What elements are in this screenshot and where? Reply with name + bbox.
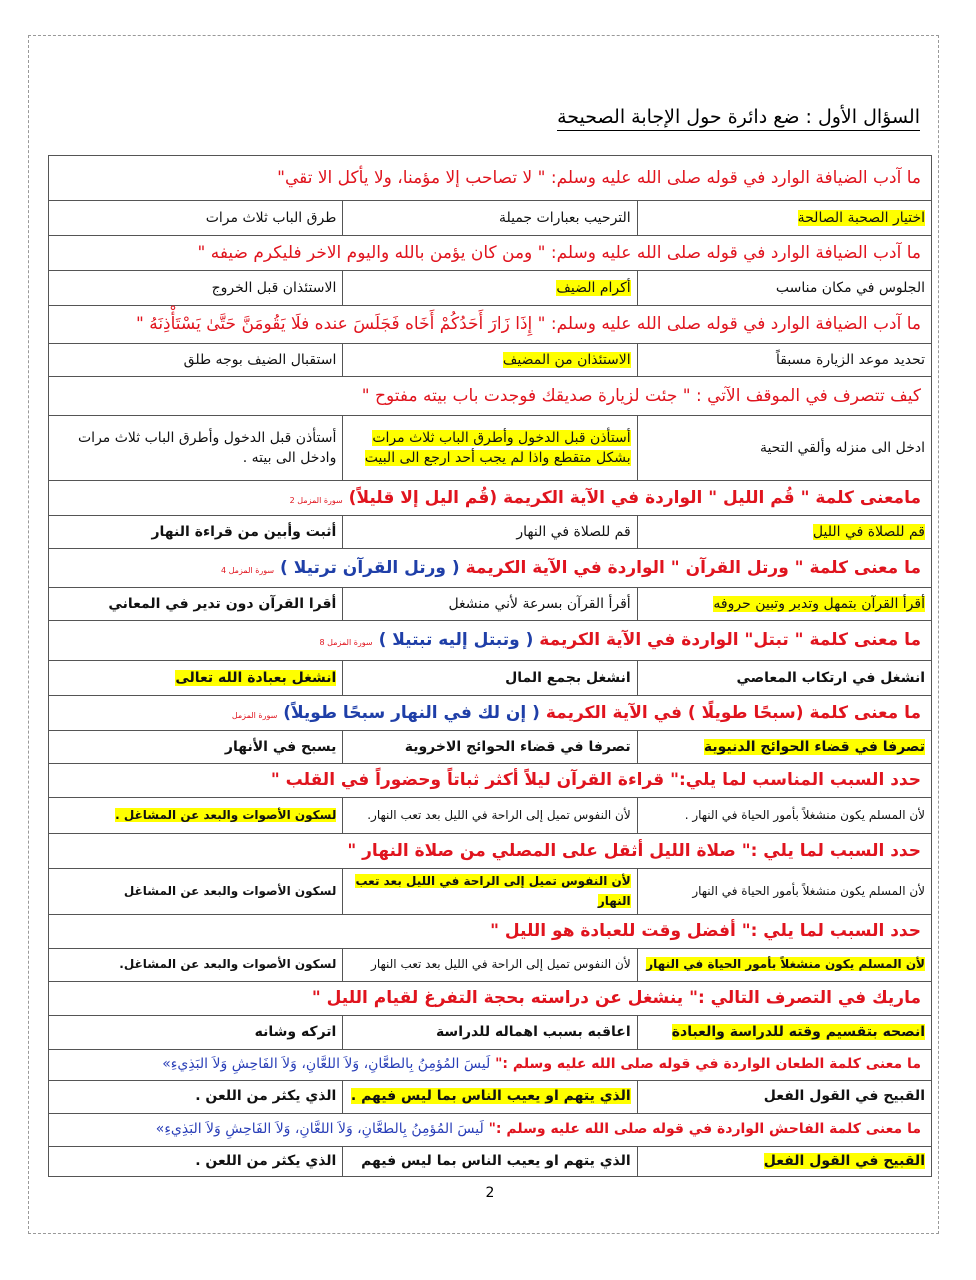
question-row: [49, 306, 932, 344]
question-row: [49, 481, 932, 516]
answer-option[interactable]: [343, 731, 637, 764]
question-text: [49, 914, 932, 948]
answer-text: لأن النفوس تميل إلى الراحة في الليل بعد تعب النهار: [371, 957, 631, 972]
answer-text: تحديد موعد الزيارة مسبقاً: [775, 351, 925, 368]
answer-option[interactable]: [49, 588, 343, 621]
answer-option[interactable]: [637, 948, 931, 981]
question-prompt: ما معنى كلمة الفاحش الواردة في قوله صلى الله عليه وسلم :": [488, 1121, 921, 1138]
question-prompt: حدد السبب المناسب لما يلي:" قراءة القرآن ليلاً أكثر ثباتاً وحضوراً في القلب ": [270, 770, 921, 791]
question-text: [49, 981, 932, 1015]
quoted-text: لَيسَ المُؤمِنُ بِالطعَّانِ، وَلاَ اللعَّانِ، وَلاَ الفَاحِشِ وَلاَ البَذِيءِ»: [162, 1056, 491, 1073]
question-row: [49, 834, 932, 869]
question-text: [49, 377, 932, 416]
question-row: [49, 236, 932, 271]
question-row: [49, 549, 932, 588]
question-row: [49, 156, 932, 201]
answer-text: أثبت وأبين من قراءة النهار: [151, 523, 337, 540]
answer-text: الذي يكثر من اللعن .: [195, 1152, 337, 1169]
answer-text: قم للصلاة في النهار: [516, 523, 631, 540]
answer-option[interactable]: [343, 661, 637, 696]
answer-option[interactable]: [49, 731, 343, 764]
answer-option[interactable]: [343, 201, 637, 236]
page-title: السؤال الأول : ضع دائرة حول الإجابة الصحيحة: [557, 106, 920, 131]
question-text: [49, 696, 932, 731]
correct-answer-text: أقرأ القرآن بتمهل وتدبر وتبين حروفه: [713, 595, 925, 612]
answer-text: أستأذن قبل الدخول وأطرق الباب ثلاث مرات وادخل الى بيته .: [78, 429, 337, 466]
answer-option[interactable]: [637, 588, 931, 621]
question-text: [49, 549, 932, 588]
answer-option[interactable]: [49, 1080, 343, 1113]
answer-text: انشغل في ارتكاب المعاصي: [736, 669, 925, 686]
quoted-text: لَيسَ المُؤمِنُ بِالطعَّانِ، وَلاَ اللعَّانِ، وَلاَ الفَاحِشِ وَلاَ البَذِيءِ»: [155, 1121, 484, 1138]
answer-text: القبيح في القول الفعل: [763, 1088, 925, 1105]
correct-answer-text: القبيح في القول الفعل: [763, 1152, 925, 1169]
correct-answer-text: اختيار الصحبة الصالحة: [797, 209, 925, 226]
correct-answer-text: انشغل بعبادة الله تعالى: [175, 669, 337, 686]
answer-option[interactable]: [637, 201, 931, 236]
answer-option[interactable]: [49, 201, 343, 236]
answer-text: يسبح في الأنهار: [224, 738, 337, 755]
answer-option[interactable]: [49, 869, 343, 915]
correct-answer-text: أكرام الضيف: [556, 279, 631, 296]
answer-row: [49, 344, 932, 377]
correct-answer-text: الذي يتهم او يعيب الناس بما ليس فيهم .: [350, 1088, 631, 1105]
question-row: [49, 621, 932, 661]
quiz-table: [48, 155, 932, 1177]
answer-option[interactable]: [343, 588, 637, 621]
answer-option[interactable]: [343, 271, 637, 306]
answer-option[interactable]: [49, 948, 343, 981]
question-row: [49, 377, 932, 416]
page-number: 2: [485, 1184, 495, 1201]
question-prompt: ما معنى كلمة (سبحًا طويلًا ) في الآية الكريمة: [545, 702, 921, 723]
answer-text: لأن المسلم يكون منشغلاً بأمور الحياة في النهار .: [684, 808, 925, 823]
question-text: [49, 1113, 932, 1146]
answer-option[interactable]: [343, 1080, 637, 1113]
correct-answer-text: لأن المسلم يكون منشغلاً بأمور الحياة في النهار: [646, 957, 925, 972]
question-row: [49, 696, 932, 731]
answer-row: [49, 798, 932, 834]
answer-text: لسكون الأصوات والبعد عن المشاغل: [123, 884, 337, 899]
question-row: [49, 764, 932, 798]
answer-option[interactable]: [49, 516, 343, 549]
answer-option[interactable]: [343, 416, 637, 481]
answer-option[interactable]: [637, 869, 931, 915]
surah-reference: سورة المزمل 4: [220, 565, 275, 575]
answer-option[interactable]: [637, 661, 931, 696]
answer-text: الجلوس في مكان مناسب: [775, 279, 925, 296]
surah-reference: سورة المزمل: [231, 710, 278, 720]
answer-option[interactable]: [343, 798, 637, 834]
answer-option[interactable]: [637, 731, 931, 764]
answer-text: أقرا القرآن دون تدير في المعاني: [108, 595, 337, 612]
answer-option[interactable]: [49, 1015, 343, 1049]
answer-option[interactable]: [637, 1080, 931, 1113]
question-text: [49, 621, 932, 661]
answer-option[interactable]: [637, 516, 931, 549]
correct-answer-text: انصحه بتقسيم وقته للدراسة والعبادة: [671, 1023, 925, 1040]
question-row: [49, 1049, 932, 1080]
answer-row: [49, 948, 932, 981]
question-text: [49, 1049, 932, 1080]
question-row: [49, 914, 932, 948]
answer-option[interactable]: [637, 271, 931, 306]
surah-reference: سورة المزمل 2: [289, 495, 343, 505]
answer-option[interactable]: [637, 344, 931, 377]
correct-answer-text: الاستئذان من المضيف: [502, 351, 631, 368]
answer-row: [49, 869, 932, 915]
question-prompt: ماريك في التصرف التالي :" ينشغل عن دراسته بحجة التفرغ لقيام الليل ": [311, 987, 921, 1008]
answer-row: [49, 1146, 932, 1176]
answer-row: [49, 731, 932, 764]
answer-text: الترحيب بعبارات جميلة: [498, 209, 631, 226]
quoted-text: ( ورتل القرآن ترتيلا ): [280, 557, 460, 578]
answer-row: [49, 661, 932, 696]
question-prompt: ما معنى كلمة " ورتل القرآن " الواردة في الآية الكريمة: [465, 557, 921, 578]
question-prompt: مامعنى كلمة " قُم الليل " الواردة في الآية الكريمة (قُم اليل إلا قليلاً): [348, 487, 921, 508]
answer-option[interactable]: [637, 798, 931, 834]
answer-text: استقبال الضيف بوجه طلق: [183, 351, 337, 368]
question-text: [49, 236, 932, 271]
question-prompt: ما معنى كلمة " تبتل" الواردة في الآية الكريمة: [539, 630, 921, 651]
answer-text: الذي يتهم او يعيب الناس بما ليس فيهم: [361, 1152, 631, 1169]
answer-option[interactable]: [637, 416, 931, 481]
answer-text: طرق الباب ثلاث مرات: [205, 209, 337, 226]
answer-option[interactable]: [637, 1015, 931, 1049]
question-prompt: حدد السبب لما يلي :" صلاة الليل أثقل على المصلي من صلاة النهار ": [347, 840, 921, 861]
answer-text: لأن المسلم يكون منشغلاً بأمور الحياة في النهار: [692, 884, 925, 899]
answer-text: الذي يكثر من اللعن .: [195, 1088, 337, 1105]
answer-option[interactable]: [49, 1146, 343, 1176]
answer-option[interactable]: [343, 869, 637, 915]
answer-row: [49, 201, 932, 236]
surah-reference: سورة المزمل 8: [319, 638, 373, 648]
answer-option[interactable]: [343, 948, 637, 981]
quoted-text: ( إن لك في النهار سبحًا طويلاً): [283, 702, 540, 723]
answer-text: اعاقبه بسبب اهماله للدراسة: [435, 1023, 631, 1040]
answer-text: لسكون الأصوات والبعد عن المشاغل.: [119, 957, 337, 972]
answer-text: ادخل الى منزله وألقي التحية: [759, 439, 925, 456]
question-prompt: ما معنى كلمة الطعان الواردة في قوله صلى الله عليه وسلم :": [495, 1056, 921, 1073]
question-prompt: كيف تتصرف في الموقف الآتي : " جئت لزيارة صديقك فوجدت باب بيته مفتوح ": [361, 385, 921, 406]
question-prompt: ما آدب الضيافة الوارد في قوله صلى الله عليه وسلم: " ومن كان يؤمن بالله واليوم الاخر فليكرم ضيفه ": [197, 242, 921, 263]
answer-option[interactable]: [49, 416, 343, 481]
answer-row: [49, 1015, 932, 1049]
question-text: [49, 156, 932, 201]
answer-row: [49, 588, 932, 621]
question-prompt: حدد السبب لما يلي :" أفضل وقت للعبادة هو الليل ": [490, 920, 921, 941]
answer-option[interactable]: [637, 1146, 931, 1176]
question-text: [49, 306, 932, 344]
correct-answer-text: لأن النفوس تميل إلى الراحة في الليل بعد تعب النهار: [355, 874, 631, 909]
answer-text: تصرفا في قضاء الحوائج الاخروية: [404, 738, 631, 755]
answer-option[interactable]: [343, 1146, 637, 1176]
answer-text: الاستئذان قبل الخروج: [211, 279, 337, 296]
answer-row: [49, 271, 932, 306]
correct-answer-text: تصرفا في قضاء الحوائج الدنيوية: [703, 738, 925, 755]
answer-text: انشغل بجمع المال: [505, 669, 631, 686]
question-text: [49, 834, 932, 869]
answer-text: اتركه وشانه: [254, 1023, 337, 1040]
answer-option[interactable]: [343, 344, 637, 377]
quoted-text: ( وتبتل إليه تبتيلا ): [378, 630, 534, 651]
question-prompt: ما آدب الضيافة الوارد في قوله صلى الله عليه وسلم: " إِذَا زَارَ أَحَدُكُمْ أَخَاه فَجَلَسَ عنده فلَا يَقُومَنَّ حَتَّىٰ يَسْتَأْذِنَهُ ": [135, 314, 921, 335]
question-text: [49, 764, 932, 798]
answer-option[interactable]: [343, 1015, 637, 1049]
page-content: [48, 155, 932, 1201]
answer-text: لأن النفوس تميل إلى الراحة في الليل بعد تعب النهار.: [367, 808, 631, 823]
answer-option[interactable]: [49, 661, 343, 696]
correct-answer-text: لسكون الأصوات والبعد عن المشاغل .: [115, 808, 337, 823]
answer-option[interactable]: [49, 271, 343, 306]
answer-row: [49, 416, 932, 481]
question-prompt: ما آدب الضيافة الوارد في قوله صلى الله عليه وسلم: " لا تصاحب إلا مؤمنا، ولا يأكل الا تقي": [277, 167, 921, 188]
answer-option[interactable]: [49, 798, 343, 834]
question-text: [49, 481, 932, 516]
answer-option[interactable]: [49, 344, 343, 377]
answer-row: [49, 516, 932, 549]
answer-row: [49, 1080, 932, 1113]
answer-option[interactable]: [343, 516, 637, 549]
question-row: [49, 1113, 932, 1146]
question-row: [49, 981, 932, 1015]
correct-answer-text: أستأذن قبل الدخول وأطرق الباب ثلاث مرات بشكل متقطع واذا لم يجب أحد ارجع الى البيت: [364, 429, 631, 466]
answer-text: أقرأ القرآن بسرعة لأني منشغل: [448, 595, 631, 612]
correct-answer-text: قم للصلاة في الليل: [812, 523, 925, 540]
